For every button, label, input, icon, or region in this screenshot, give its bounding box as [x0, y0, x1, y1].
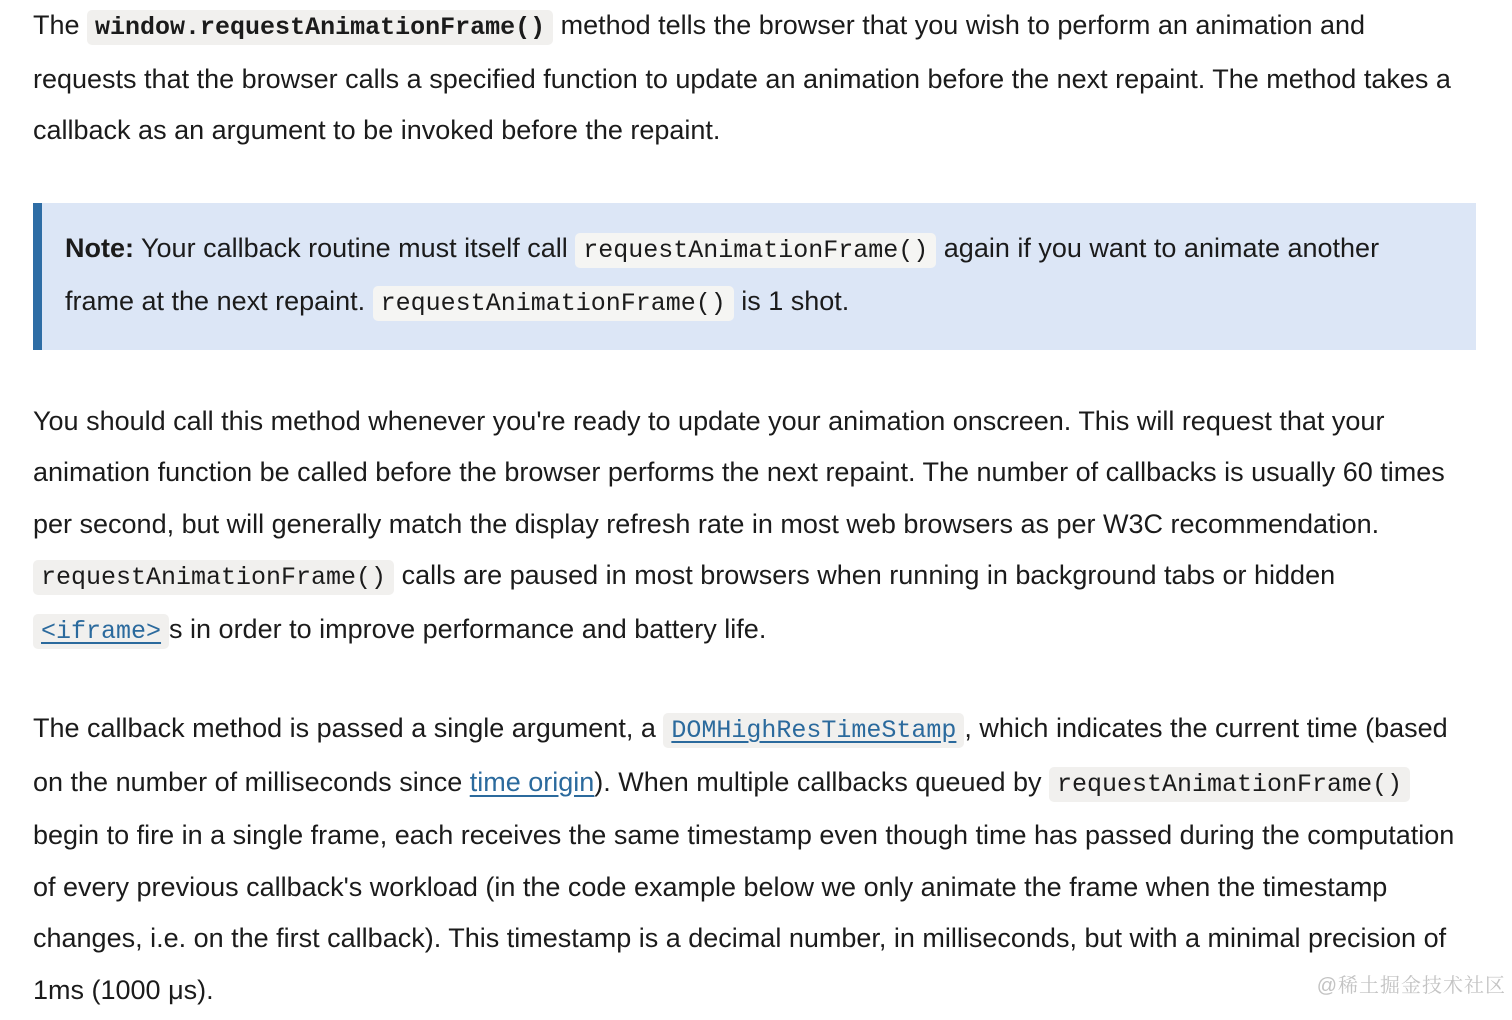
segment-text: You should call this method whenever you're ready to update your animation onscreen. This will request that your animation function be called before the browser performs the next repaint. The number of callbacks is usually 60 times per second, but will generally match the display refresh rate in most web browsers as per W3C recommendation.: [33, 405, 1445, 539]
segment-text: calls are paused in most browsers when running in background tabs or hidden: [394, 560, 1336, 590]
segment-codeBold: window.requestAnimationFrame(): [87, 10, 553, 45]
segment-text: The: [33, 10, 88, 40]
segment-text: s in order to improve performance and battery life.: [169, 613, 767, 644]
callback-paragraph: [33, 703, 1476, 1016]
segment-text: ). When multiple callbacks queued by: [594, 766, 1050, 797]
domhighrestimestamp-link[interactable]: DOMHighResTimeStamp: [663, 713, 964, 748]
note-callout: [33, 203, 1476, 350]
segment-text: , which indicates the current time (based on the number of milliseconds since: [33, 713, 1448, 797]
segment-text: is 1 shot.: [733, 286, 850, 316]
time-origin-link[interactable]: time origin: [469, 766, 595, 797]
segment-text: begin to fire in a single frame, each receives the same timestamp even though time has passed during the computation of every previous callback's workload (in the code example below we only animate the frame when the timestamp changes, i.e. on the first callback). This timestamp is a decimal number, in milliseconds, but with a minimal precision of 1ms (1000 μs).: [33, 820, 1455, 1005]
segment-text: method tells the browser that you wish to perform an animation and requests that the browser calls a specified function to update an animation before the next repaint. The method takes a callback as an argument to be invoked before the repaint.: [33, 10, 1451, 145]
segment-code: requestAnimationFrame(): [373, 286, 734, 321]
segment-code: requestAnimationFrame(): [575, 233, 936, 268]
segment-code: requestAnimationFrame(): [33, 560, 394, 595]
segment-text: again if you want to animate another frame at the next repaint.: [65, 232, 1380, 316]
segment-bold: Note:: [65, 232, 134, 263]
watermark: @稀土掘金技术社区: [1316, 975, 1506, 997]
segment-text: Your callback routine must itself call: [134, 232, 576, 263]
segment-code: requestAnimationFrame(): [1049, 767, 1410, 802]
note-paragraph: [65, 223, 1448, 330]
intro-paragraph: [33, 0, 1476, 157]
usage-paragraph: [33, 396, 1476, 658]
iframe-link[interactable]: <iframe>: [33, 614, 169, 649]
segment-text: The callback method is passed a single argument, a: [33, 713, 664, 743]
